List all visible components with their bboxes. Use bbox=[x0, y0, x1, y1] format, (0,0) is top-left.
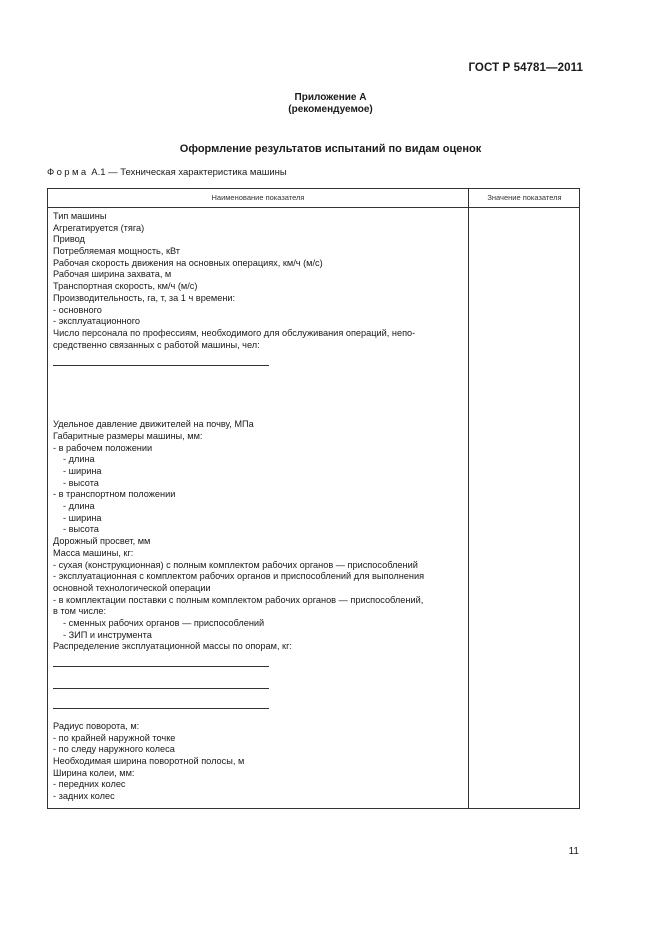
table-row: Ширина колеи, мм: bbox=[53, 767, 135, 778]
table-row: Масса машины, кг: bbox=[53, 547, 134, 558]
form-caption bbox=[47, 167, 287, 178]
table-row: - высота bbox=[63, 477, 99, 488]
table-row: Агрегатируется (тяга) bbox=[53, 222, 145, 233]
table-row: - длина bbox=[63, 454, 95, 465]
table-row: - высота bbox=[63, 524, 99, 535]
table-row: Дорожный просвет, мм bbox=[53, 536, 151, 547]
indicator-list bbox=[53, 211, 463, 803]
characteristics-table bbox=[47, 188, 580, 809]
table-row: - ширина bbox=[63, 466, 102, 476]
table-row: Рабочая ширина захвата, м bbox=[53, 269, 172, 280]
spacer bbox=[53, 653, 463, 666]
table-row: средственно связанных с работой машины, чел: bbox=[53, 339, 260, 350]
appendix-heading bbox=[0, 92, 661, 116]
table-row: - передних колес bbox=[53, 779, 126, 790]
column-header-value: Значение показателя bbox=[487, 193, 562, 202]
table-row: - ширина bbox=[63, 512, 102, 523]
form-caption-text: А.1 — Техническая характеристика машины bbox=[91, 167, 287, 178]
table-row: Удельное давление движителей на почву, МПа bbox=[53, 419, 254, 430]
document-title: Оформление результатов испытаний по видам оценок bbox=[179, 143, 482, 155]
appendix-note: (рекомендуемое) bbox=[288, 104, 373, 115]
table-row: Распределение эксплуатационной массы по опорам, кг: bbox=[53, 641, 292, 652]
spacer bbox=[53, 689, 463, 708]
table-row: - основного bbox=[53, 304, 102, 315]
table-row: основной технологической операции bbox=[53, 582, 211, 593]
table-row: - по следу наружного колеса bbox=[53, 744, 175, 755]
spacer bbox=[53, 709, 463, 721]
table-row: - в рабочем положении bbox=[53, 442, 153, 453]
table-row: Радиус поворота, м: bbox=[53, 721, 140, 731]
table-row: Производительность, га, т, за 1 ч времени: bbox=[53, 292, 236, 303]
table-row: - эксплуатационного bbox=[53, 316, 140, 327]
appendix-title: Приложение А bbox=[294, 92, 367, 103]
table-row: - длина bbox=[63, 501, 95, 512]
table-row: Тип машины bbox=[53, 211, 107, 221]
table-row: - задних колес bbox=[53, 791, 115, 802]
table-row: - сменных рабочих органов — приспособлений bbox=[63, 617, 265, 628]
column-header-name: Наименование показателя bbox=[211, 193, 305, 202]
table-row: Необходимая ширина поворотной полосы, м bbox=[53, 756, 245, 767]
spacer bbox=[53, 366, 463, 419]
form-caption-prefix: Форма bbox=[47, 167, 89, 178]
table-row: - ЗИП и инструмента bbox=[63, 629, 152, 640]
table-row: - в транспортном положении bbox=[53, 489, 176, 500]
header-divider bbox=[48, 207, 579, 208]
table-row: - эксплуатационная с комплектом рабочих органов и приспособлений для выполнения bbox=[53, 571, 425, 582]
table-row: Привод bbox=[53, 234, 85, 245]
table-row: Число персонала по профессиям, необходимого для обслуживания операций, непо- bbox=[53, 327, 416, 338]
table-row: - по крайней наружной точке bbox=[53, 732, 176, 743]
table-row: Транспортная скорость, км/ч (м/с) bbox=[53, 281, 198, 292]
spacer bbox=[53, 351, 463, 365]
table-row: - сухая (конструкционная) с полным комплектом рабочих органов — приспособлений bbox=[53, 559, 418, 570]
column-divider bbox=[468, 189, 469, 808]
standard-number: ГОСТ Р 54781—2011 bbox=[468, 62, 583, 74]
table-row: Рабочая скорость движения на основных операциях, км/ч (м/с) bbox=[53, 257, 323, 268]
table-row: - в комплектации поставки с полным комплектом рабочих органов — приспособлений, bbox=[53, 594, 424, 605]
table-row: Потребляемая мощность, кВт bbox=[53, 246, 180, 257]
page-number: 11 bbox=[568, 846, 579, 857]
table-row: в том числе: bbox=[53, 606, 107, 617]
table-row: Габаритные размеры машины, мм: bbox=[53, 430, 203, 441]
spacer bbox=[53, 667, 463, 688]
